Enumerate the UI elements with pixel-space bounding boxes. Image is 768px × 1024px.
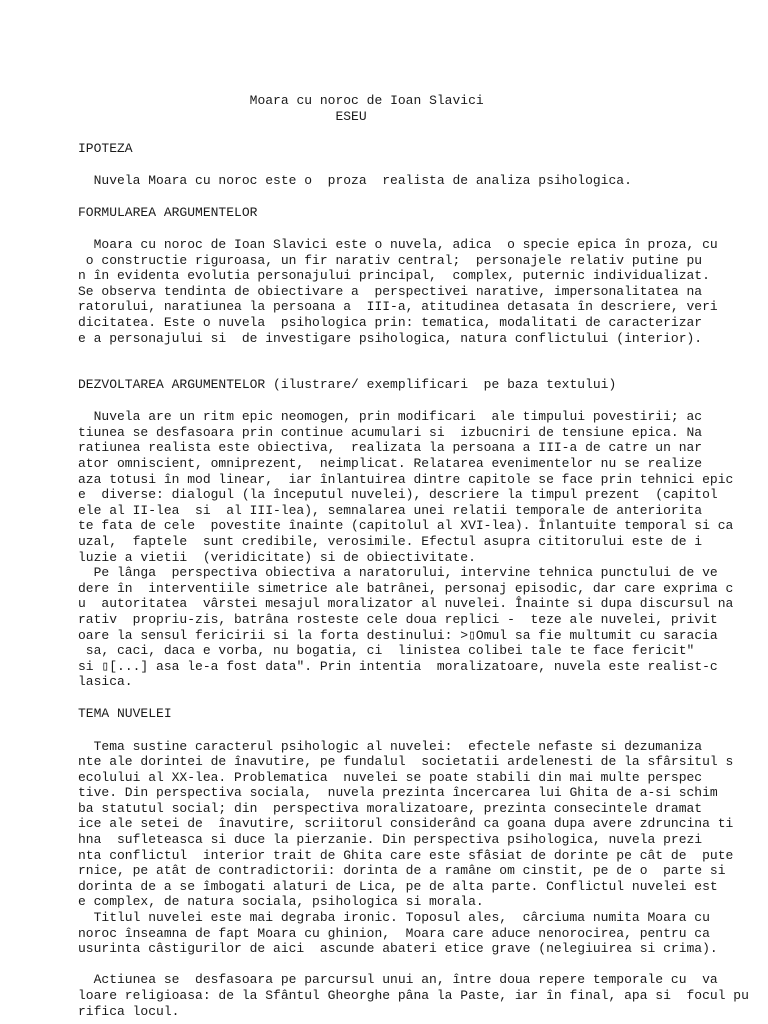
text-line: tive. Din perspectiva sociala, nuvela prezinta încercarea lui Ghita de a-si schim bbox=[78, 785, 718, 801]
text-line: Moara cu noroc de Ioan Slavici este o nuvela, adica o specie epica în proza, cu bbox=[78, 236, 718, 252]
section-body-ipoteza bbox=[78, 173, 758, 189]
text-line: lasica. bbox=[78, 674, 133, 690]
text-line: Tema sustine caracterul psihologic al nuvelei: efectele nefaste si dezumaniza bbox=[78, 738, 703, 754]
text-line: o constructie riguroasa, un fir narativ central; personajele relativ putine pu bbox=[78, 252, 703, 268]
section-body-tema-actiune bbox=[78, 972, 758, 1019]
text-line: dorinta de a se îmbogati alaturi de Lica, pe de alta parte. Conflictul nuvelei est bbox=[78, 878, 718, 894]
section-heading-formularea: FORMULAREA ARGUMENTELOR bbox=[78, 204, 258, 220]
text-line: rativ propriu-zis, batrâna rosteste cele doua replici - teze ale nuvelei, privit bbox=[78, 611, 718, 627]
text-line: nta conflictul interior trait de Ghita care este sfâsiat de dorinte pe cât de pute bbox=[78, 847, 734, 863]
text-line: rnice, pe atât de contradictorii: dorinta de a ramâne om cinstit, pe de o parte si bbox=[78, 863, 726, 879]
text-line: Titlul nuvelei este mai degraba ironic. Toposul ales, cârciuma numita Moara cu bbox=[78, 910, 710, 926]
text-line: Nuvela Moara cu noroc este o proza realista de analiza psihologica. bbox=[78, 172, 632, 188]
section-body-dezvoltarea bbox=[78, 409, 758, 690]
text-line: e a personajului si de investigare psihologica, natura conflictului (interior). bbox=[78, 330, 703, 346]
document-title: Moara cu noroc de Ioan Slavici bbox=[249, 93, 484, 108]
document-subtitle: ESEU bbox=[335, 108, 367, 124]
text-line: loare religioasa: de la Sfântul Gheorghe pâna la Paste, iar în final, apa si focul pu bbox=[78, 988, 749, 1003]
text-line: nte ale dorintei de înavutire, pe fundalul societatii ardelenesti de la sfârsitul s bbox=[78, 754, 734, 770]
text-line: Nuvela are un ritm epic neomogen, prin modificari ale timpului povestirii; ac bbox=[78, 409, 703, 425]
text-line: hna sufleteasca si duce la pierzanie. Din perspectiva psihologica, nuvela prezi bbox=[78, 832, 703, 848]
section-body-formularea bbox=[78, 237, 758, 346]
text-line: si ▯[...] asa le-a fost data". Prin intentia moralizatoare, nuvela este realist-c bbox=[78, 658, 718, 674]
section-body-tema bbox=[78, 739, 758, 957]
text-line: ba statutul social; din perspectiva moralizatoare, prezinta consecintele dramat bbox=[78, 800, 703, 816]
text-line: ator omniscient, omniprezent, neimplicat. Relatarea evenimentelor nu se realize bbox=[78, 456, 703, 471]
text-line: dere în interventiile simetrice ale batrânei, personaj episodic, dar care exprima c bbox=[78, 580, 734, 596]
section-heading-tema: TEMA NUVELEI bbox=[78, 706, 172, 722]
text-line: ratorului, naratiunea la persoana a III-a, atitudinea detasata în descriere, veri bbox=[78, 299, 718, 315]
text-line: ratiunea realista este obiectiva, realizata la persoana a III-a de catre un nar bbox=[78, 440, 703, 456]
text-line: tiunea se desfasoara prin continue acumulari si izbucniri de tensiune epica. Na bbox=[78, 424, 703, 440]
text-line: uzal, faptele sunt credibile, verosimile. Efectul asupra cititorului este de i bbox=[78, 533, 703, 549]
text-line: u autoritatea vârstei mesajul moralizator al nuvelei. Înainte si dupa discursul na bbox=[78, 596, 734, 612]
text-line: dicitatea. Este o nuvela psihologica prin: tematica, modalitati de caracterizar bbox=[78, 314, 703, 330]
text-line: noroc înseamna de fapt Moara cu ghinion, Moara care aduce nenorocirea, pentru ca bbox=[78, 925, 710, 941]
text-line: ele al II-lea si al III-lea), semnalarea unei relatii temporale de anteriorita bbox=[78, 502, 703, 518]
text-line: n în evidenta evolutia personajului principal, complex, puternic individualizat. bbox=[78, 268, 710, 284]
text-line: ecolului al XX-lea. Problematica nuvelei se poate stabili din mai multe perspec bbox=[78, 769, 703, 785]
text-line: Actiunea se desfasoara pe parcursul unui an, între doua repere temporale cu va bbox=[78, 972, 718, 988]
section-heading-dezvoltarea: DEZVOLTAREA ARGUMENTELOR (ilustrare/ exemplificari pe baza textului) bbox=[78, 377, 617, 393]
text-line: e diverse: dialogul (la începutul nuvelei), descriere la timpul prezent (capitol bbox=[78, 487, 718, 503]
section-heading-ipoteza: IPOTEZA bbox=[78, 140, 133, 156]
text-line: aza totusi în mod linear, iar înlantuirea dintre capitole se face prin tehnici epic bbox=[78, 471, 734, 487]
text-line: e complex, de natura sociala, psihologica si morala. bbox=[78, 894, 484, 910]
text-line: te fata de cele povestite înainte (capitolul al XVI-lea). Înlantuite temporal si ca bbox=[78, 518, 734, 534]
text-line: luzie a vietii (veridicitate) si de obiectivitate. bbox=[78, 549, 476, 565]
text-line: Pe lânga perspectiva obiectiva a naratorului, intervine tehnica punctului de ve bbox=[78, 565, 718, 581]
text-line: oare la sensul fericirii si la forta destinului: >▯Omul sa fie multumit cu saracia bbox=[78, 627, 718, 643]
document-page bbox=[78, 93, 758, 1019]
text-line: usurinta câstigurilor de aici ascunde abateri etice grave (nelegiuirea si crima). bbox=[78, 941, 718, 957]
text-line: sa, caci, daca e vorba, nu bogatia, ci linistea colibei tale te face fericit" bbox=[78, 643, 695, 659]
text-line: rifica locul. bbox=[78, 1003, 180, 1019]
text-line: Se observa tendinta de obiectivare a perspectivei narative, impersonalitatea na bbox=[78, 283, 703, 299]
text-line: ice ale setei de înavutire, scriitorul considerând ca goana dupa avere zdruncina ti bbox=[78, 816, 734, 832]
